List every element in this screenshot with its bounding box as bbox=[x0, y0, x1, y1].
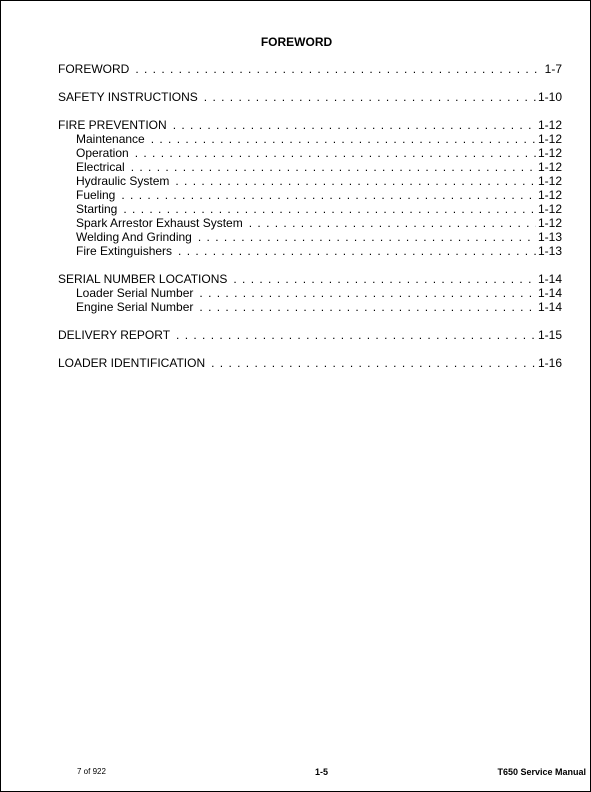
toc-entry[interactable] bbox=[58, 62, 562, 76]
toc-entry[interactable] bbox=[58, 146, 562, 160]
footer-manual-name: T650 Service Manual bbox=[497, 767, 586, 777]
table-of-contents bbox=[58, 62, 562, 370]
toc-dot-leader bbox=[199, 300, 536, 314]
toc-entry[interactable] bbox=[58, 272, 562, 286]
toc-entry-label: Operation bbox=[76, 146, 129, 160]
toc-dot-leader bbox=[176, 328, 536, 342]
toc-entry-label: SAFETY INSTRUCTIONS bbox=[58, 90, 198, 104]
toc-entry-page: 1-12 bbox=[537, 174, 562, 188]
toc-dot-leader bbox=[178, 244, 536, 258]
toc-entry-label: Maintenance bbox=[76, 132, 145, 146]
toc-entry-page: 1-14 bbox=[537, 272, 562, 286]
toc-dot-leader bbox=[175, 174, 536, 188]
toc-entry[interactable] bbox=[58, 244, 562, 258]
toc-entry-label: Engine Serial Number bbox=[76, 300, 194, 314]
toc-entry-page: 1-12 bbox=[537, 202, 562, 216]
toc-dot-leader bbox=[123, 202, 536, 216]
toc-entry-page: 1-12 bbox=[537, 132, 562, 146]
toc-entry-page: 1-12 bbox=[537, 216, 562, 230]
toc-dot-leader bbox=[173, 118, 536, 132]
toc-entry-page: 1-13 bbox=[537, 230, 562, 244]
toc-entry[interactable] bbox=[58, 188, 562, 202]
toc-dot-leader bbox=[131, 160, 536, 174]
toc-entry-label: Fueling bbox=[76, 188, 116, 202]
toc-entry-label: Electrical bbox=[76, 160, 125, 174]
toc-entry-page: 1-10 bbox=[537, 90, 562, 104]
toc-entry[interactable] bbox=[58, 90, 562, 104]
toc-entry-page: 1-13 bbox=[537, 244, 562, 258]
toc-entry-page: 1-14 bbox=[537, 300, 562, 314]
toc-dot-leader bbox=[121, 188, 536, 202]
toc-entry[interactable] bbox=[58, 202, 562, 216]
page-title: FOREWORD bbox=[260, 35, 333, 49]
toc-entry-page: 1-12 bbox=[537, 188, 562, 202]
toc-dot-leader bbox=[233, 272, 536, 286]
toc-entry-page: 1-12 bbox=[537, 118, 562, 132]
toc-entry-page: 1-7 bbox=[544, 62, 562, 76]
toc-entry[interactable] bbox=[58, 230, 562, 244]
toc-entry-label: Loader Serial Number bbox=[76, 286, 194, 300]
toc-entry[interactable] bbox=[58, 132, 562, 146]
toc-entry-label: FOREWORD bbox=[58, 62, 130, 76]
toc-dot-leader bbox=[151, 132, 536, 146]
footer-page-number: 1-5 bbox=[315, 767, 329, 777]
toc-entry-label: DELIVERY REPORT bbox=[58, 328, 171, 342]
toc-entry[interactable] bbox=[58, 160, 562, 174]
toc-dot-leader bbox=[199, 286, 536, 300]
toc-entry[interactable] bbox=[58, 328, 562, 342]
toc-entry-label: Welding And Grinding bbox=[76, 230, 192, 244]
toc-entry-page: 1-16 bbox=[537, 356, 562, 370]
toc-entry[interactable] bbox=[58, 300, 562, 314]
toc-entry[interactable] bbox=[58, 174, 562, 188]
toc-entry-page: 1-12 bbox=[537, 146, 562, 160]
toc-entry-label: Spark Arrestor Exhaust System bbox=[76, 216, 243, 230]
toc-entry[interactable] bbox=[58, 216, 562, 230]
footer-page-count: 7 of 922 bbox=[77, 767, 106, 776]
toc-dot-leader bbox=[198, 230, 536, 244]
toc-entry-label: SERIAL NUMBER LOCATIONS bbox=[58, 272, 228, 286]
toc-entry[interactable] bbox=[58, 356, 562, 370]
toc-dot-leader bbox=[135, 62, 542, 76]
toc-entry-label: Fire Extinguishers bbox=[76, 244, 173, 258]
toc-entry[interactable] bbox=[58, 286, 562, 300]
toc-entry-label: Hydraulic System bbox=[76, 174, 170, 188]
toc-dot-leader bbox=[204, 90, 536, 104]
toc-entry[interactable] bbox=[58, 118, 562, 132]
toc-entry-label: Starting bbox=[76, 202, 118, 216]
toc-entry-page: 1-15 bbox=[537, 328, 562, 342]
toc-entry-label: LOADER IDENTIFICATION bbox=[58, 356, 206, 370]
toc-entry-page: 1-14 bbox=[537, 286, 562, 300]
toc-dot-leader bbox=[249, 216, 536, 230]
toc-dot-leader bbox=[211, 356, 536, 370]
toc-entry-page: 1-12 bbox=[537, 160, 562, 174]
toc-dot-leader bbox=[135, 146, 536, 160]
toc-entry-label: FIRE PREVENTION bbox=[58, 118, 167, 132]
